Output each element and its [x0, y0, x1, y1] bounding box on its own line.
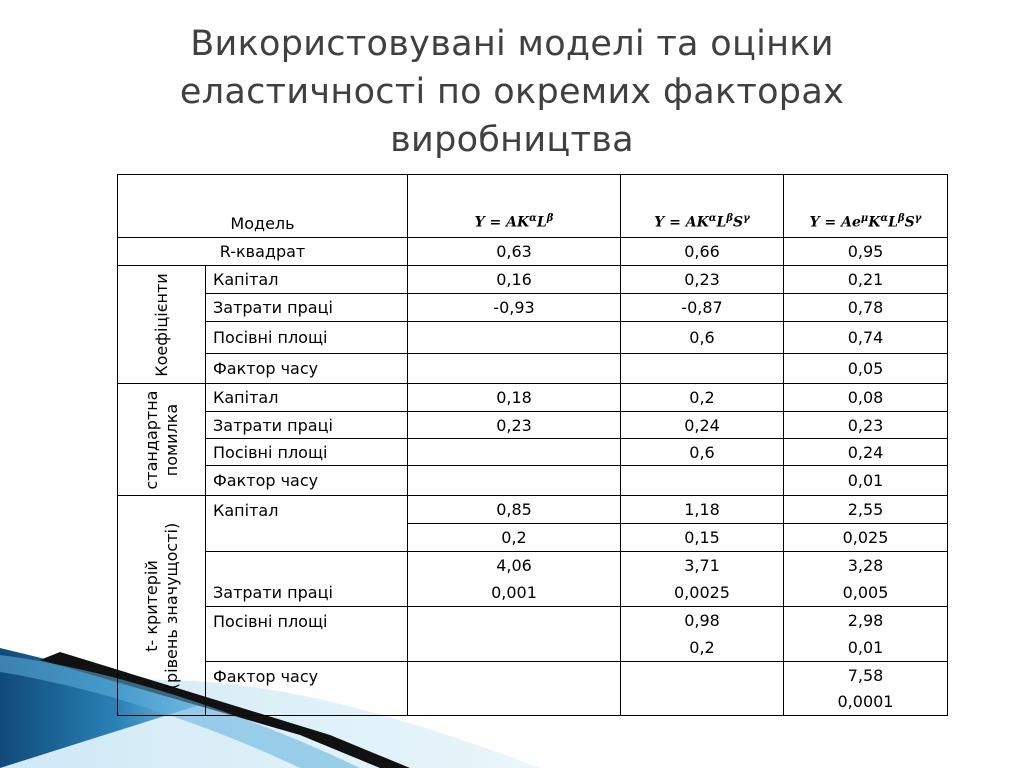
factor-label: Капітал: [206, 266, 408, 294]
group-coefficients-label: Коефіцієнти: [151, 272, 171, 377]
cell: 0,74: [784, 322, 948, 354]
cell: [408, 322, 621, 354]
table-row: [118, 552, 948, 580]
cell: 0,025: [784, 524, 948, 552]
cell: 0,2: [621, 634, 784, 662]
cell: [621, 466, 784, 496]
header-model-3: $Y = Ae^\mu K^\alpha L^\beta S^\gamma$: [784, 175, 948, 238]
factor-label: Фактор часу: [206, 466, 408, 496]
table-row: [118, 496, 948, 524]
cell: 0,08: [784, 384, 948, 412]
cell: 0,2: [408, 524, 621, 552]
r2-label: R-квадрат: [118, 238, 408, 266]
table-header-row: [118, 175, 948, 238]
cell: 2,98: [784, 607, 948, 635]
cell: [408, 354, 621, 384]
cell: -0,93: [408, 294, 621, 322]
cell: 0,24: [621, 412, 784, 439]
cell: 0,005: [784, 579, 948, 607]
cell: 0,23: [784, 412, 948, 439]
cell: 0,001: [408, 579, 621, 607]
cell: 0,24: [784, 439, 948, 466]
table-row: [118, 384, 948, 412]
cell: 4,06: [408, 552, 621, 580]
cell: 0,23: [408, 412, 621, 439]
factor-label: Капітал: [206, 496, 408, 552]
factor-label: Посівні площі: [206, 439, 408, 466]
cell: 0,98: [621, 607, 784, 635]
cell: 7,58: [847, 666, 884, 685]
r2-value-2: 0,66: [621, 238, 784, 266]
cell: [621, 662, 784, 716]
elasticity-table: [117, 174, 948, 716]
slide-title: [150, 20, 874, 164]
title-line-3: виробництва: [390, 120, 634, 160]
cell: 0,0001: [837, 692, 894, 711]
cell: -0,87: [621, 294, 784, 322]
cell: 0,16: [408, 266, 621, 294]
cell: 0,01: [784, 466, 948, 496]
group-standard-error: [118, 384, 206, 496]
cell: [408, 439, 621, 466]
factor-label: Посівні площі: [206, 322, 408, 354]
group-se-label-2: помилка: [161, 403, 181, 476]
cell: 0,78: [784, 294, 948, 322]
cell: [408, 662, 621, 716]
factor-label: Капітал: [206, 384, 408, 412]
cell: 0,6: [621, 322, 784, 354]
factor-label: Фактор часу: [206, 354, 408, 384]
cell: 0,01: [784, 634, 948, 662]
table-row: [118, 412, 948, 439]
r2-value-1: 0,63: [408, 238, 621, 266]
title-line-2: еластичності по окремих факторах: [179, 72, 845, 112]
factor-label: Фактор часу: [206, 662, 408, 716]
factor-label: Затрати праці: [206, 412, 408, 439]
cell: 0,85: [408, 496, 621, 524]
table-row: [118, 294, 948, 322]
table-row: [118, 238, 948, 266]
cell: 0,2: [621, 384, 784, 412]
cell: 3,28: [784, 552, 948, 580]
title-line-1: Використовувані моделі та оцінки: [190, 24, 834, 64]
cell: 3,71: [621, 552, 784, 580]
cell: 0,15: [621, 524, 784, 552]
factor-label: Затрати праці: [206, 294, 408, 322]
header-model-1: $Y = AK^\alpha L^\beta$: [408, 175, 621, 238]
table-row: [118, 266, 948, 294]
table-row: [118, 607, 948, 635]
cell: 0,05: [784, 354, 948, 384]
cell: [408, 466, 621, 496]
group-t-label-2: (рівень значущості): [161, 522, 181, 689]
header-model-2: $Y = AK^\alpha L^\beta S^\gamma$: [621, 175, 784, 238]
table-row: [118, 439, 948, 466]
header-model: Модель: [118, 175, 408, 238]
factor-label: Затрати праці: [206, 552, 408, 607]
factor-label: Посівні площі: [206, 607, 408, 662]
cell: 0,18: [408, 384, 621, 412]
table-row: [118, 662, 948, 716]
table-row: [118, 354, 948, 384]
group-t-criterion: [118, 496, 206, 716]
group-coefficients: [118, 266, 206, 384]
cell: 1,18: [621, 496, 784, 524]
r2-value-3: 0,95: [784, 238, 948, 266]
cell: 0,0025: [621, 579, 784, 607]
cell-time-stack: [784, 662, 948, 716]
group-t-label-1: t- критерій: [141, 559, 161, 652]
cell: 0,23: [621, 266, 784, 294]
group-se-label-1: стандартна: [141, 390, 161, 489]
cell: 2,55: [784, 496, 948, 524]
cell: 0,6: [621, 439, 784, 466]
cell: [408, 607, 621, 662]
table-row: [118, 322, 948, 354]
cell: [621, 354, 784, 384]
table-row: [118, 466, 948, 496]
cell: 0,21: [784, 266, 948, 294]
